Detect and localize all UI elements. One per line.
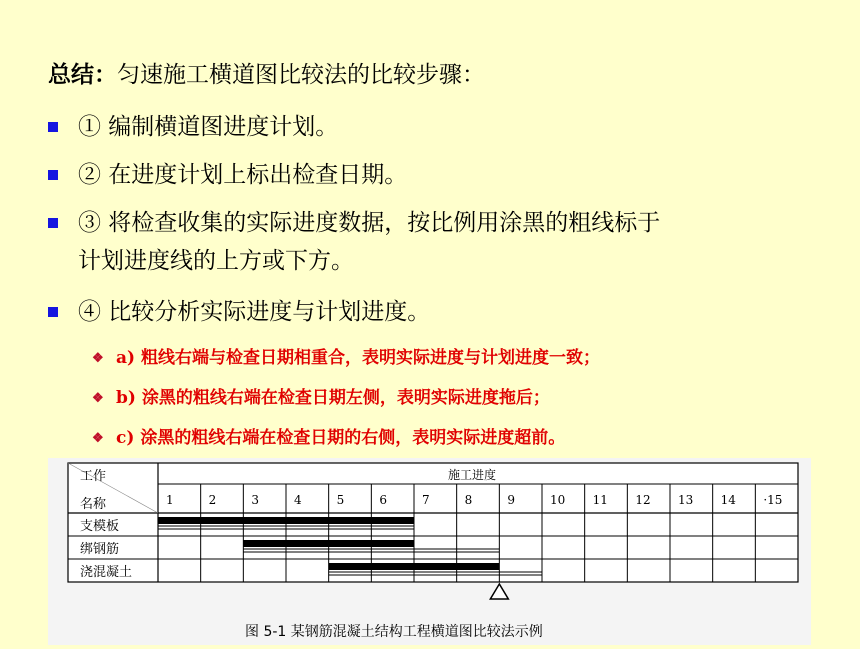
column-label: 2 bbox=[208, 493, 217, 507]
column-label: 1 bbox=[166, 493, 174, 507]
column-label: 7 bbox=[422, 493, 430, 507]
bullet-square-icon bbox=[48, 170, 58, 180]
sub-point-a bbox=[92, 346, 600, 370]
column-label: 8 bbox=[464, 493, 473, 507]
check-date-marker bbox=[490, 584, 508, 599]
step-3 bbox=[48, 206, 660, 240]
actual-progress-bar bbox=[329, 563, 500, 570]
slide-title bbox=[48, 58, 485, 92]
column-label: 4 bbox=[294, 493, 302, 507]
step-2 bbox=[48, 158, 407, 192]
column-label: 9 bbox=[507, 493, 515, 507]
column-label: 5 bbox=[336, 493, 345, 507]
task-name: 浇混凝土 bbox=[80, 565, 133, 580]
actual-progress-bar bbox=[158, 517, 414, 524]
sub-point-c-text: c) 涂黑的粗线右端在检查日期的右侧，表明实际进度超前。 bbox=[116, 428, 566, 448]
column-label: 3 bbox=[251, 493, 259, 507]
step-3-text-continued: 计划进度线的上方或下方。 bbox=[78, 248, 354, 274]
header-progress: 施工进度 bbox=[448, 468, 497, 482]
header-work: 工作 bbox=[80, 469, 107, 484]
bullet-square-icon bbox=[48, 218, 58, 228]
column-label: ·15 bbox=[763, 493, 783, 507]
diamond-bullet-icon: ❖ bbox=[92, 431, 104, 446]
column-label: 13 bbox=[678, 493, 694, 507]
header-name: 名称 bbox=[80, 497, 107, 512]
task-name: 支模板 bbox=[80, 519, 120, 534]
column-label: 6 bbox=[379, 493, 387, 507]
step-2-text: ② 在进度计划上标出检查日期。 bbox=[78, 162, 408, 188]
sub-point-a-text: a) 粗线右端与检查日期相重合，表明实际进度与计划进度一致； bbox=[116, 348, 600, 368]
sub-point-c bbox=[92, 426, 565, 450]
bullet-square-icon bbox=[48, 122, 58, 132]
column-label: 11 bbox=[592, 493, 608, 507]
column-label: 12 bbox=[635, 493, 651, 507]
column-label: 10 bbox=[550, 493, 566, 507]
title-bold: 总结： bbox=[48, 61, 117, 88]
step-4 bbox=[48, 295, 430, 329]
diamond-bullet-icon: ❖ bbox=[92, 351, 104, 366]
bullet-square-icon bbox=[48, 307, 58, 317]
title-text: 匀速施工横道图比较法的比较步骤： bbox=[117, 62, 485, 88]
step-1-text: ① 编制横道图进度计划。 bbox=[78, 114, 339, 140]
gantt-figure bbox=[48, 458, 811, 645]
task-name: 绑钢筋 bbox=[80, 542, 120, 557]
figure-caption: 图 5-1 某钢筋混凝土结构工程横道图比较法示例 bbox=[245, 624, 543, 640]
step-4-text: ④ 比较分析实际进度与计划进度。 bbox=[78, 299, 431, 325]
sub-point-b bbox=[92, 386, 550, 410]
diamond-bullet-icon: ❖ bbox=[92, 391, 104, 406]
gantt-chart bbox=[48, 458, 811, 645]
step-3-continued bbox=[48, 244, 354, 278]
step-3-text: ③ 将检查收集的实际进度数据，按比例用涂黑的粗线标于 bbox=[78, 210, 661, 236]
step-1 bbox=[48, 110, 338, 144]
actual-progress-bar bbox=[243, 540, 414, 547]
column-label: 14 bbox=[720, 493, 736, 507]
sub-point-b-text: b) 涂黑的粗线右端在检查日期左侧，表明实际进度拖后； bbox=[116, 388, 550, 408]
